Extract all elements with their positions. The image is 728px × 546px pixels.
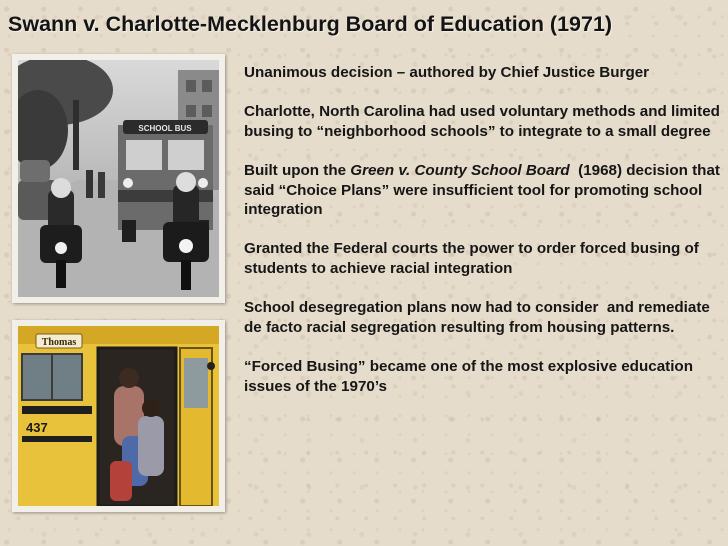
bus-sign: SCHOOL BUS — [138, 124, 192, 133]
bullet-green-suffix: (1968) decision that said “Choice Plans” were insufficient tool for promoting school integration — [244, 161, 725, 219]
bullet-list — [244, 63, 725, 416]
school-bus-escort-photo — [12, 54, 225, 303]
bullet-forced-busing-power: Granted the Federal courts the power to order forced busing of students to achieve racial integration — [244, 240, 699, 277]
bullet-charlotte-voluntary-methods: Charlotte, North Carolina had used voluntary methods and limited busing to “neighborhood schools” to integrate to a small degree — [244, 103, 720, 140]
bullet-explosive-issue: “Forced Busing” became one of the most explosive education issues of the 1970’s — [244, 357, 693, 395]
slide-title: Swann v. Charlotte-Mecklenburg Board of Education (1971) — [8, 12, 613, 36]
bullet-green-prefix: Built upon the — [244, 161, 351, 179]
students-boarding-bus-photo — [12, 320, 225, 512]
bullet-de-facto-segregation: School desegregation plans now had to consider and remediate de facto racial segregation resulting from housing patterns. — [244, 299, 715, 336]
bullet-unanimous-decision: Unanimous decision – authored by Chief Justice Burger — [244, 64, 650, 81]
bullet-green-v-county — [244, 161, 725, 220]
case-name-emphasis: Green v. County School Board — [350, 161, 570, 179]
bus-brand-plate: Thomas — [41, 337, 77, 348]
bus-number: 437 — [26, 420, 48, 435]
